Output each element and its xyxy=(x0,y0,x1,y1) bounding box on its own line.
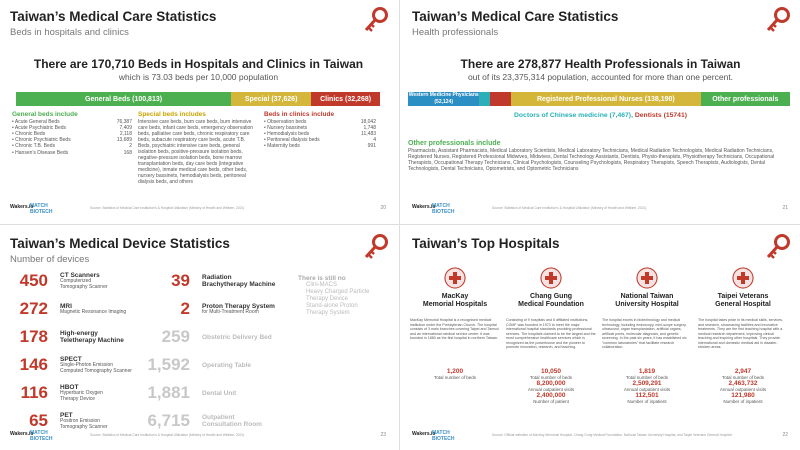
device-label xyxy=(60,303,126,316)
device-count: 259 xyxy=(161,327,190,346)
device-name: MRI xyxy=(60,302,72,310)
hospital-stats xyxy=(506,368,596,404)
item-name: • Nursery bassinets xyxy=(264,125,307,131)
device-name: High-energy Teletherapy Machine xyxy=(60,330,124,344)
device-item xyxy=(140,355,251,375)
other-heading: Other professionals include xyxy=(408,140,501,147)
hospital-name: Chang Gung Medical Foundation xyxy=(518,293,584,308)
stat-value: 1,819 xyxy=(638,368,656,375)
page-number: 21 xyxy=(782,205,788,211)
key-icon xyxy=(765,233,791,261)
item-name: • Acute General Beds xyxy=(12,119,60,125)
beds-bar xyxy=(16,92,380,106)
still-no-item: Stand-alone Proton Therapy System xyxy=(306,303,358,316)
slide-title: Taiwan’s Medical Care Statistics xyxy=(412,9,619,24)
device-item xyxy=(8,299,126,319)
device-label xyxy=(202,274,275,288)
item-name: • Peritoneal dialysis beds xyxy=(264,137,320,143)
source-note: Source: Statistics of Medical Care Institution’s & Hospital Utilization (Ministry of Health and Welfare, 2021) xyxy=(492,206,647,210)
device-label xyxy=(202,362,251,369)
divider xyxy=(0,224,800,225)
slide-subtitle: Beds in hospitals and clinics xyxy=(10,27,129,38)
device-item xyxy=(140,299,275,319)
device-count: 116 xyxy=(20,383,48,402)
bar-segment: Western Medicine Physicians (52,124) xyxy=(408,92,479,105)
headline: There are 170,710 Beds in Hospitals and Clinics in Taiwan xyxy=(33,57,364,71)
hospital-name: MacKay Memorial Hospitals xyxy=(422,293,488,308)
device-label xyxy=(60,272,108,290)
hospital-name: National Taiwan University Hospital xyxy=(615,293,679,308)
item-value: 18,042 xyxy=(360,119,376,126)
stat-label: Number of inpatient xyxy=(627,399,667,404)
item-name: • Hansen’s Disease Beds xyxy=(12,150,68,156)
device-name: Radiation Brachytherapy Machine xyxy=(202,274,276,288)
slide-title: Taiwan’s Top Hospitals xyxy=(412,236,560,251)
chinese-medicine-label: Doctors of Chinese medicine (7,467), xyxy=(513,112,633,119)
device-count: 450 xyxy=(19,271,48,290)
key-icon xyxy=(363,233,389,261)
device-desc: Hyperbaric Oxygen Therapy Device xyxy=(60,390,103,402)
slide-professionals xyxy=(402,0,799,222)
device-desc: Positron Emission Tomography Scanner xyxy=(60,418,108,430)
device-count: 39 xyxy=(171,271,190,290)
slide-devices xyxy=(0,227,397,449)
device-label xyxy=(202,334,272,341)
hospital-stats xyxy=(410,368,500,380)
device-item xyxy=(8,327,124,347)
device-name: HBOT xyxy=(60,384,79,391)
hospital-description: The hospital excels in biotechnology and medical technology, including endoscopy, mini-scope surgery, ultrasound, organ transplantation, artificial organs, artificial pores, molecular diagnosis, and genetic screening. In the past six years, it has established six "common laboratories" that facilitate research collaboration. xyxy=(602,318,687,349)
device-label xyxy=(60,384,103,402)
headline: There are 278,877 Health Professionals in Taiwan xyxy=(460,57,741,71)
page-number: 22 xyxy=(782,432,788,438)
key-icon xyxy=(765,6,791,34)
special-beds-text: Intensive care beds, burn care beds, burn intensive care beds, infant care beds, emergency observation beds, palliative care beds, chronic respiratory care beds, subacute respiratory care beds, acute T.B. Beds, psychiatric intensive care beds, general isolation beds, positive-pressure isolation beds, negative-pressure isolation beds, bone marrow transplantation beds, day care beds (integrative medicine), inmate medical care beds, other beds, nursery bassinets, hemodialysis beds, peritoneal dialysis beds, and others xyxy=(138,119,254,186)
hospital-card xyxy=(602,267,692,404)
item-name: • Maternity beds xyxy=(264,143,300,149)
item-value: 168 xyxy=(123,149,132,156)
special-beds-list xyxy=(138,112,258,185)
slide-title: Taiwan’s Medical Care Statistics xyxy=(10,9,217,24)
stat-value: 2,947 xyxy=(734,368,752,375)
device-item xyxy=(140,327,272,347)
page-number: 20 xyxy=(380,205,386,211)
device-label xyxy=(202,303,275,316)
device-count: 6,715 xyxy=(147,411,190,430)
stat-value: 1,200 xyxy=(446,368,464,375)
device-count: 1,881 xyxy=(147,383,190,402)
stat-label: Number of patient xyxy=(533,399,569,404)
list-item xyxy=(264,143,376,149)
device-count: 272 xyxy=(19,299,48,318)
still-no-heading: There is still no xyxy=(298,275,346,282)
divider xyxy=(399,0,400,450)
item-value: 76,387 xyxy=(116,119,132,126)
hospital-description: MacKay Memorial Hospital is a recognised medical institution under the Presbyterian Church. The hospital consists of 3 main branches covering Taipei and Tamsui and an international medical service center. It was founded in 1880 as the first hospital in northern Taiwan. xyxy=(410,318,499,340)
item-name: • Acute Psychiatric Beds xyxy=(12,125,66,131)
source-note: Source: Statistics of Medical Care Institution’s & Hospital Utilization (Ministry of Health and Welfare, 2021) xyxy=(90,206,245,210)
hospital-stats xyxy=(698,368,788,404)
clinic-beds-heading: Beds in clinics include xyxy=(264,111,335,118)
bar-segment: Other professionals xyxy=(701,92,790,106)
device-name: Obstetric Delivery Bed xyxy=(202,333,272,341)
stat-value: 121,980 xyxy=(731,392,755,399)
stat-label: Total number of beds xyxy=(721,375,765,380)
partner-logo: MATCH BIOTECH xyxy=(432,203,455,215)
stat-label: Annual outpatient visits xyxy=(527,387,575,392)
general-beds-heading: General beds include xyxy=(12,111,78,118)
stat-value: 10,050 xyxy=(541,368,561,375)
item-value: 1,748 xyxy=(363,125,376,132)
stat-label: Annual outpatient visits xyxy=(623,387,671,392)
bar-segment xyxy=(479,92,489,106)
wakers-logo: Wakers.io xyxy=(10,204,34,210)
slide-beds xyxy=(0,0,397,222)
slide-subtitle: Number of devices xyxy=(10,254,90,265)
key-icon xyxy=(363,6,389,34)
device-name: SPECT xyxy=(60,356,82,363)
hospital-card xyxy=(410,267,500,380)
device-label xyxy=(60,412,108,430)
hospital-stats xyxy=(602,368,692,404)
device-item xyxy=(8,411,108,431)
other-text: Pharmacists, Assistant Pharmacists, Medical Laboratory Scientists, Medical Laboratory Technicians, Medical Radiation Technologists, Medical Radiation Technicians, Registered Nurses, Registered Professional Midwives, Midwives, Dental Technology Assistants, Dentists, Physio-therapists, Physiotherapy Technicians, Occupational Therapists, Occupational Therapy Technicians, Clinical Psychologists, Counseling Psychologists, Respiratory Therapists, Speech Therapists, Audiologists, Dental Technologists, Dental Technicians, Optometrists, and Optometric Technicians xyxy=(408,148,775,172)
stat-value: 112,501 xyxy=(635,392,659,399)
device-item xyxy=(8,383,103,403)
device-name: Dental Unit xyxy=(202,389,237,397)
still-no-item: Heavy Charged Particle Therapy Device xyxy=(306,289,370,302)
device-item xyxy=(8,355,132,375)
wakers-logo: Wakers.io xyxy=(10,431,34,437)
list-item xyxy=(12,150,132,156)
source-note: Source: Official websites of MacKay Memorial Hospital, Chang Gung Medical Foundation, National Taiwan University Hospital, and Taipei Veterans General Hospital xyxy=(492,433,732,437)
bar-segment: Clinics (32,268) xyxy=(311,92,380,106)
item-value: 11,483 xyxy=(361,131,376,138)
device-name: PET xyxy=(60,412,73,419)
item-name: • Observation beds xyxy=(264,119,306,125)
device-desc: Computerized Tomography Scanner xyxy=(60,278,108,290)
bar-segment: General Beds (100,813) xyxy=(16,92,231,106)
hospital-description: The hospital takes pride in its medical skills, services, and research, showcasing facilities and innovative treatments. They are the first teaching hospital with a medical research department, improving clinical teaching and inspiring other hospitals. They provide international and domestic medical aid in disaster-stricken areas. xyxy=(698,318,783,349)
hospital-description: Consisting of 9 hospitals and 6 affiliated institutions, CGMF was founded in 1973 to meet the major international hospital standards providing professional services. The hospitals claimed to be the largest and the most comprehensive healthcare services which is recognized as the powerhouse and the pioneer to promote innovation, research, and teaching. xyxy=(506,318,596,349)
other-professionals xyxy=(408,140,792,172)
partner-logo: MATCH BIOTECH xyxy=(30,430,53,442)
hospital-name: Taipei Veterans General Hospital xyxy=(715,293,771,308)
wakers-logo: Wakers.io xyxy=(412,204,436,210)
device-name: Operating Table xyxy=(202,361,251,369)
bar-segment xyxy=(490,92,511,106)
device-label xyxy=(60,330,124,344)
stat-label: Annual outpatient visits xyxy=(719,387,767,392)
stat-label: Total number of beds xyxy=(529,375,573,380)
slide-hospitals xyxy=(402,227,799,449)
device-name: Proton Therapy System xyxy=(202,302,275,310)
partner-logo: MATCH BIOTECH xyxy=(432,430,455,442)
device-count: 65 xyxy=(29,411,48,430)
item-value: 991 xyxy=(367,143,376,150)
still-no-list xyxy=(298,275,393,317)
still-no-item: Clini-MACS xyxy=(306,282,338,288)
device-item xyxy=(140,271,275,291)
hospital-logo-icon xyxy=(444,267,466,289)
device-desc: for Multi-Treatment Room xyxy=(202,308,259,315)
stat-value: 2,400,000 xyxy=(536,392,566,399)
general-beds-list xyxy=(12,112,132,156)
subline: which is 73.03 beds per 10,000 population xyxy=(118,72,279,82)
bar-segment: Registered Professional Nurses (138,190) xyxy=(511,92,700,106)
slide-footer xyxy=(412,431,792,443)
hospital-card xyxy=(698,267,788,404)
device-label xyxy=(60,356,132,374)
slide-footer xyxy=(10,431,390,443)
bar-segment: Special (37,626) xyxy=(231,92,311,106)
dentists-label: Dentists (15741) xyxy=(634,112,687,119)
device-label xyxy=(202,414,262,428)
device-count: 146 xyxy=(19,355,48,374)
stat-label: Total number of beds xyxy=(433,375,477,380)
item-value: 13,689 xyxy=(116,137,132,144)
item-value: 2,118 xyxy=(119,131,132,138)
stat-label: Total number of beds xyxy=(625,375,669,380)
item-value: 7,409 xyxy=(119,125,132,132)
wakers-logo: Wakers.io xyxy=(412,431,436,437)
hospital-logo-icon xyxy=(540,267,562,289)
item-name: • Chronic Psychiatric Beds xyxy=(12,137,71,143)
device-item xyxy=(8,271,108,291)
device-count: 1,592 xyxy=(147,355,190,374)
item-value: 2 xyxy=(129,143,132,150)
device-count: 178 xyxy=(19,327,48,346)
slide-footer xyxy=(412,204,792,216)
stat-value: 8,200,000 xyxy=(536,380,566,387)
device-desc: Single-Photon Emission Computed Tomography Scanner xyxy=(60,362,132,374)
page-number: 23 xyxy=(380,432,386,438)
item-name: • Chronic T.B. Beds xyxy=(12,143,55,149)
device-item xyxy=(140,383,236,403)
special-beds-heading: Special beds includes xyxy=(138,111,206,118)
slide-title: Taiwan’s Medical Device Statistics xyxy=(10,236,230,251)
slide-footer xyxy=(10,204,390,216)
item-name: • Hemodialysis beds xyxy=(264,131,309,137)
hospital-logo-icon xyxy=(636,267,658,289)
partner-logo: MATCH BIOTECH xyxy=(30,203,53,215)
professionals-bar xyxy=(408,92,790,106)
subline: out of its 23,375,314 population, accounted for more than one percent. xyxy=(467,72,734,82)
device-item xyxy=(140,411,262,431)
source-note: Source: Statistics of Medical Care Institution’s & Hospital Utilization (Ministry of Health and Welfare, 2021) xyxy=(90,433,245,437)
device-name: CT Scanners xyxy=(60,272,100,279)
hospital-card xyxy=(506,267,596,404)
stat-value: 2,509,291 xyxy=(632,380,662,387)
stat-label: Number of inpatient xyxy=(723,399,763,404)
stat-value: 2,463,732 xyxy=(728,380,758,387)
device-desc: Magnetic Resonance Imaging xyxy=(60,308,127,315)
slide-subtitle: Health professionals xyxy=(412,27,499,38)
device-name: Outpatient Consultation Room xyxy=(202,414,262,428)
bar-callouts xyxy=(402,112,799,119)
clinic-beds-list xyxy=(264,112,376,150)
hospital-logo-icon xyxy=(732,267,754,289)
device-label xyxy=(202,390,236,397)
device-count: 2 xyxy=(180,299,190,318)
item-value: 4 xyxy=(373,137,376,144)
item-name: • Chronic Beds xyxy=(12,131,45,137)
